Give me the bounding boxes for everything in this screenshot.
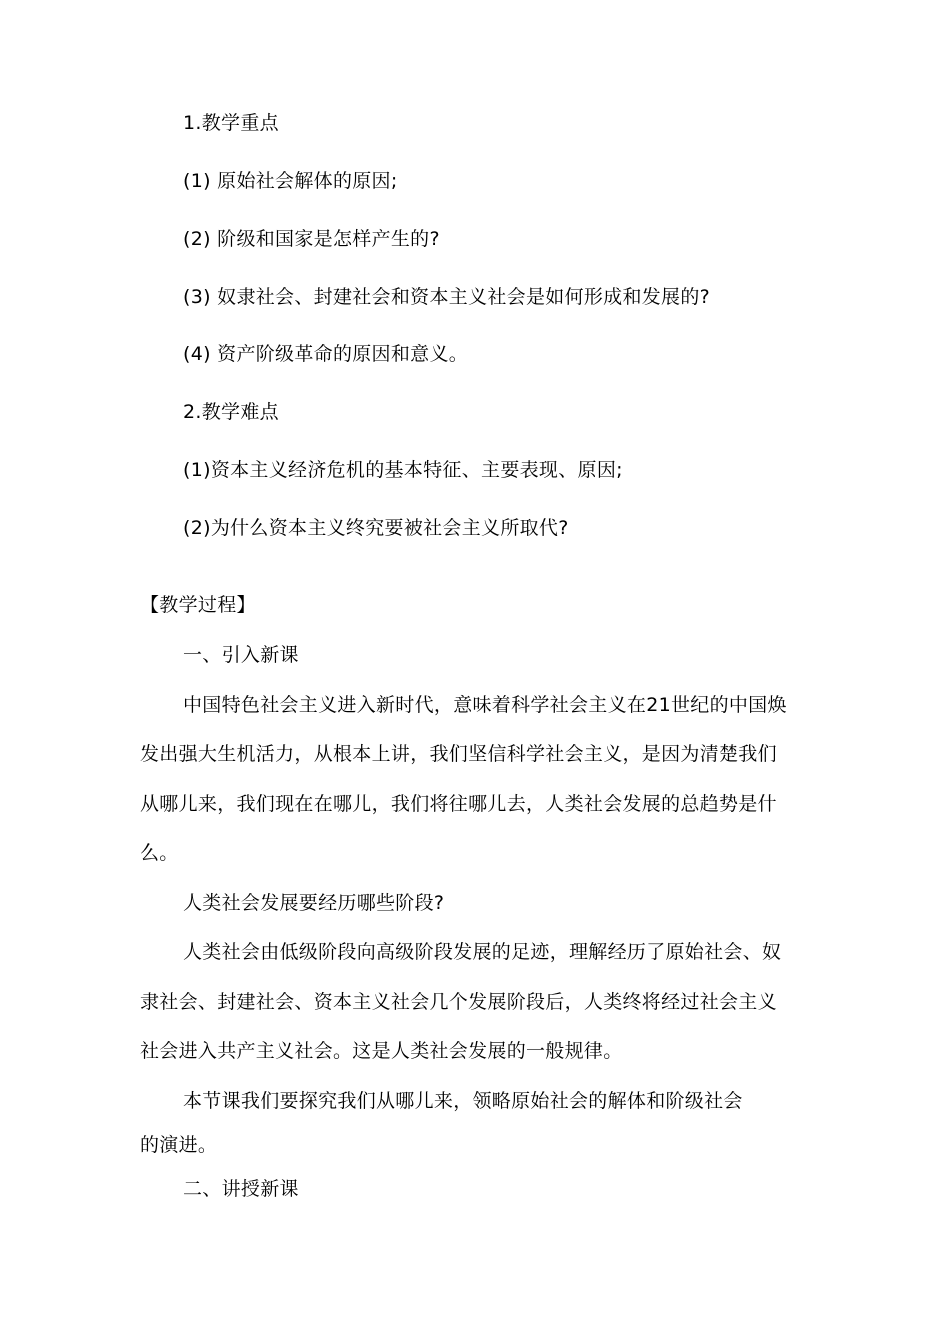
teaching-process-heading: 【教学过程】 [140,594,256,616]
difficult-point-item: (2)为什么资本主义终究要被社会主义所取代? [183,517,569,539]
intro-heading: 一、引入新课 [183,644,299,666]
key-point-item: (1) 原始社会解体的原因; [183,170,398,192]
paragraph-line: 人类社会由低级阶段向高级阶段发展的足迹，理解经历了原始社会、奴 [183,941,782,963]
key-points-heading: 1.教学重点 [183,112,279,134]
paragraph-line: 本节课我们要探究我们从哪儿来，领略原始社会的解体和阶级社会 [183,1090,743,1112]
paragraph-line: 隶社会、封建社会、资本主义社会几个发展阶段后，人类终将经过社会主义 [140,991,777,1013]
difficult-point-item: (1)资本主义经济危机的基本特征、主要表现、原因; [183,459,623,481]
paragraph-line: 么。 [140,842,179,864]
paragraph-line: 从哪儿来，我们现在在哪儿，我们将往哪儿去，人类社会发展的总趋势是什 [140,793,777,815]
key-point-item: (4) 资产阶级革命的原因和意义。 [183,343,469,365]
difficult-points-heading: 2.教学难点 [183,401,279,423]
key-point-item: (2) 阶级和国家是怎样产生的? [183,228,440,250]
paragraph-line: 的演进。 [140,1134,218,1156]
paragraph-line: 中国特色社会主义进入新时代，意味着科学社会主义在21世纪的中国焕 [183,694,787,716]
question-line: 人类社会发展要经历哪些阶段? [183,892,445,914]
new-lesson-heading: 二、讲授新课 [183,1178,299,1200]
paragraph-line: 社会进入共产主义社会。这是人类社会发展的一般规律。 [140,1040,623,1062]
key-point-item: (3) 奴隶社会、封建社会和资本主义社会是如何形成和发展的? [183,286,711,308]
paragraph-line: 发出强大生机活力，从根本上讲，我们坚信科学社会主义，是因为清楚我们 [140,743,777,765]
